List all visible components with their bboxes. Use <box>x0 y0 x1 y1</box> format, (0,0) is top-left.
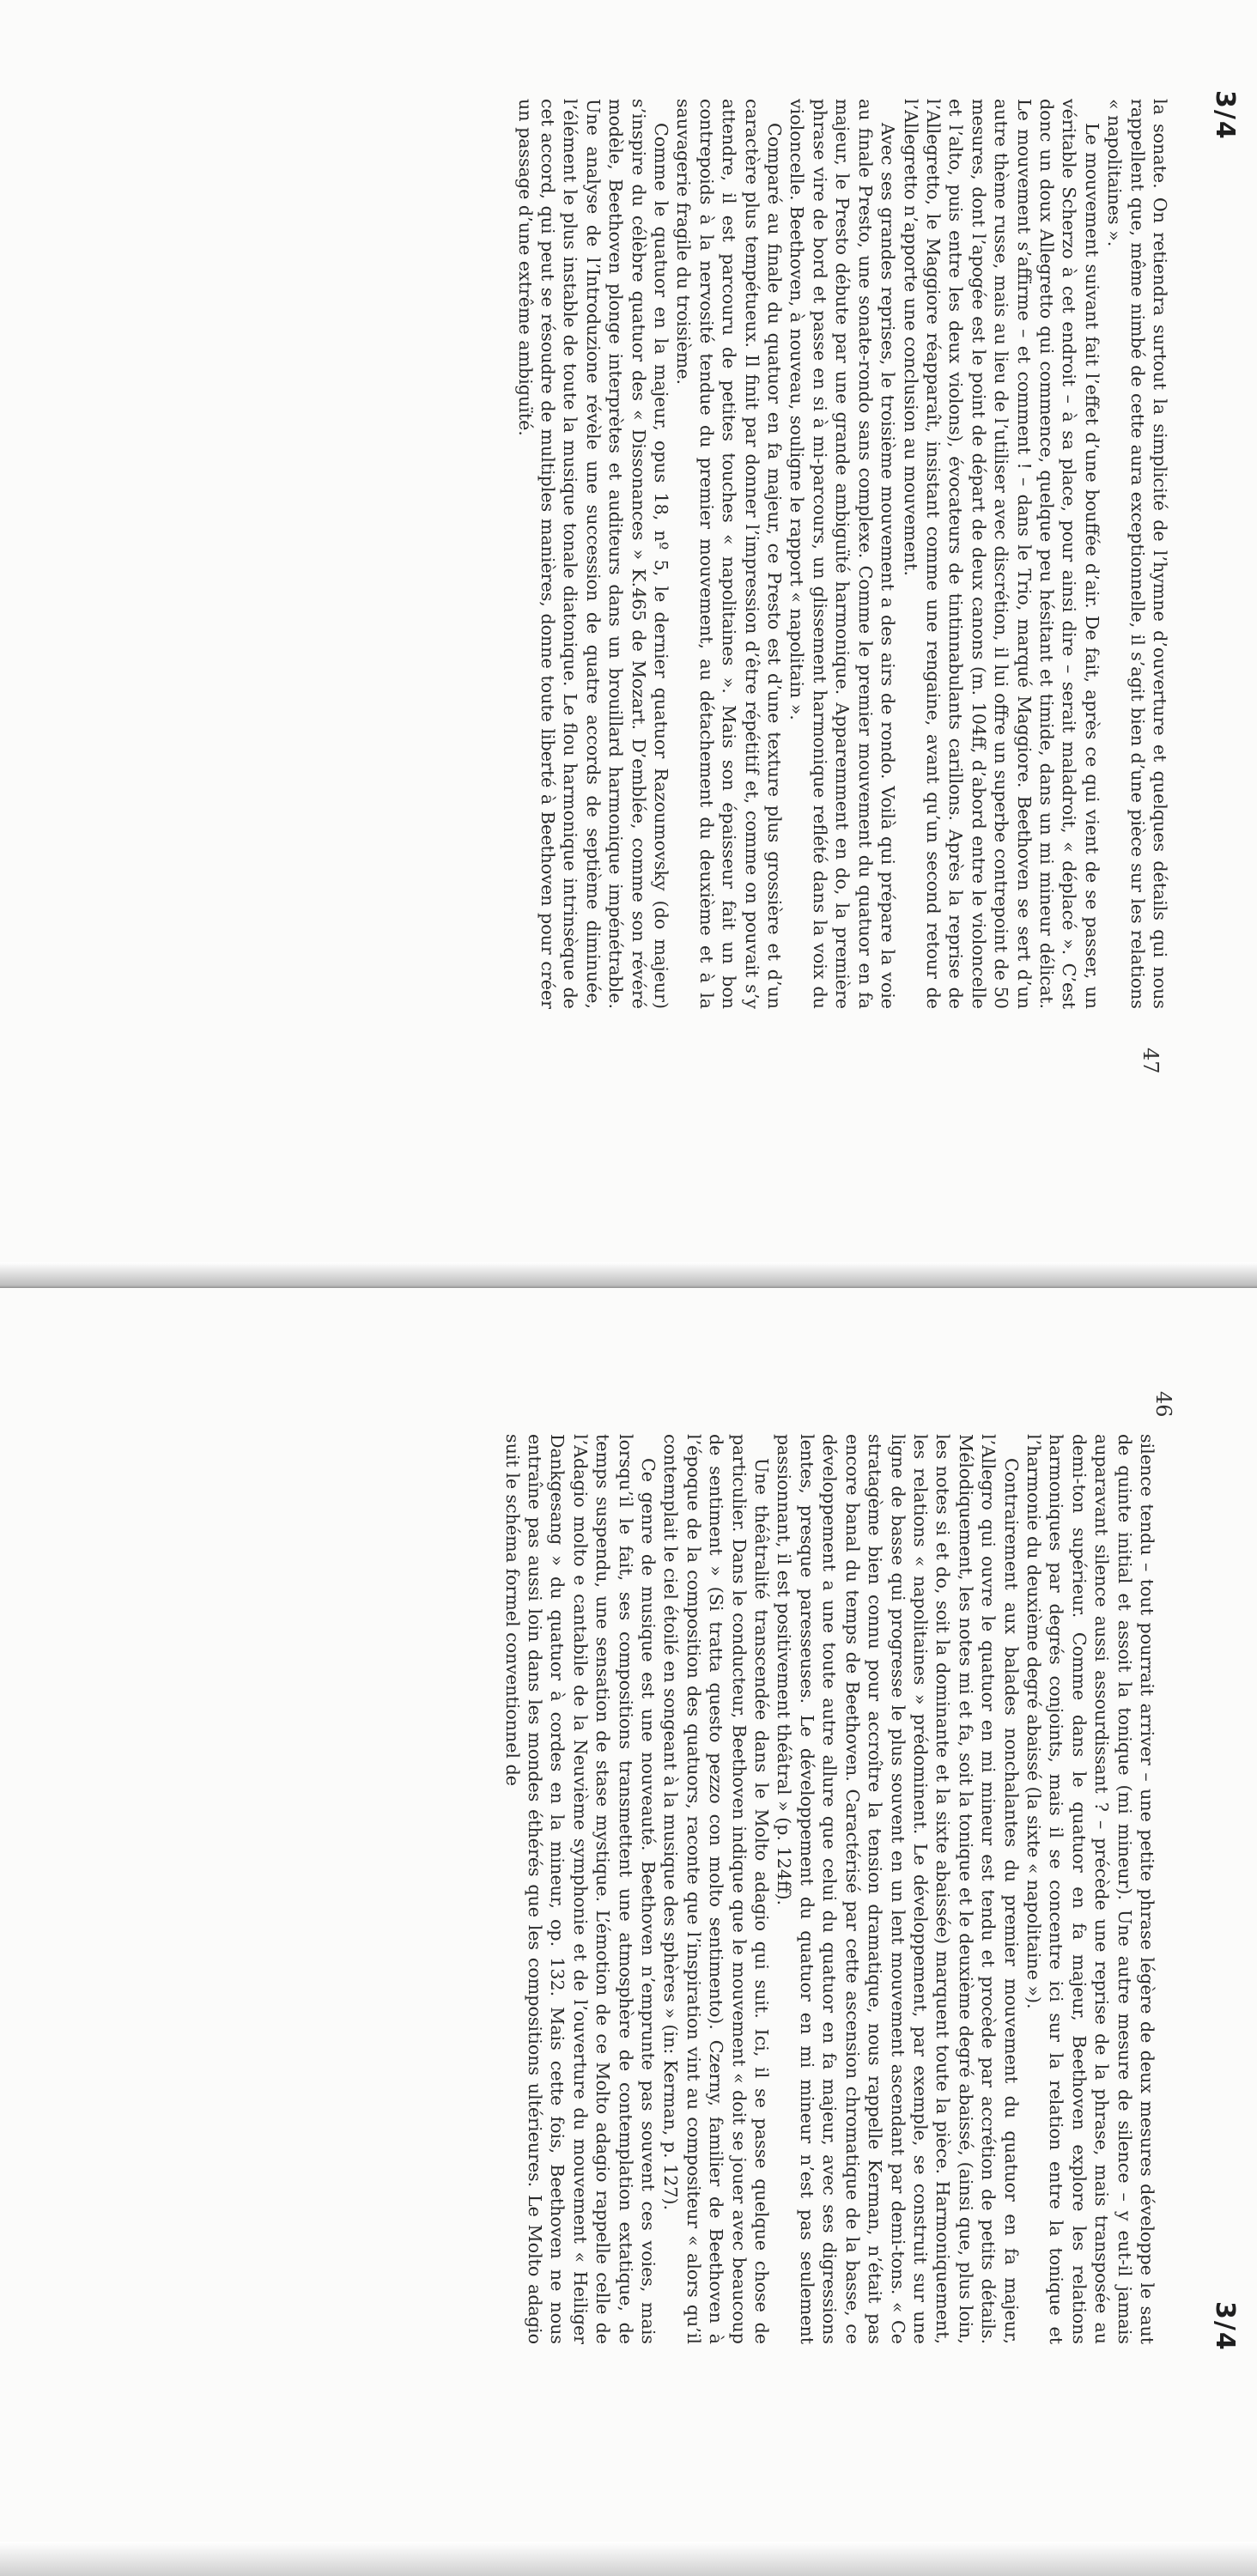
paragraph: Contrairement aux balades nonchalantes du premier mouvement du quatuor en fa majeur, l’Allegro qui ouvre le quatuor en mi mineur est tendu et procède par accrétion de petits détails. Mélodiquement, les notes mi et fa, soit la tonique et le deuxième degré abaissé, (ainsi que, plus loin, les notes si et do, soit la dominante et la sixte abaissée) marquent toute la pièce. Harmoniquement, les relations « napolitaines » prédominent. Le développement, par exemple, se construit sur une ligne de basse qui progresse le plus souvent en un lent mouvement ascendant par demi-tons. « Ce stratagème bien connu pour accroître la tension dramatique, nous rappelle Kerman, n’était pas encore banal du temps de Beethoven. Caractérisé par cette ascension chromatique de la basse, ce développement a une toute autre allure que celui du quatuor en fa majeur, avec ses digressions lentes, presque paresseuses. Le développement du quatuor en mi mineur n’est pas seulement passionnant, il est positivement théâtral » (p. 124ff). <box>774 1434 1022 2344</box>
page-46-rotated-content <box>0 1288 1257 2576</box>
page-47-text <box>513 99 1171 1009</box>
page-number: 46 <box>1151 1391 1175 1418</box>
chapter-mark: 3/4 <box>1210 2301 1240 2352</box>
page-46-text <box>501 1434 1158 2344</box>
page-46 <box>0 1288 1257 2576</box>
page-number: 47 <box>1139 1048 1163 1074</box>
chapter-mark: 3/4 <box>1210 90 1240 141</box>
paragraph: la sonate. On retiendra surtout la simplicité de l’hymne d’ouverture et quelques détails qui nous rappellent que, même nimbé de cette aura exceptionnelle, il s’agit bien d’une pièce sur les relations « napolitaines ». <box>1104 99 1170 1009</box>
paragraph: Comme le quatuor en la majeur, opus 18, nº 5, le dernier quatuor Razoumovsky (do majeur) s’inspire du célèbre quatuor des « Dissonances » K.465 de Mozart. D’emblée, comme son révéré modèle, Beethoven plonge interprètes et auditeurs dans un brouillard harmonique impénétrable. Une analyse de l’Introduzione révèle une succession de quatre accords de septième diminuée, l’élément le plus instable de toute la musique tonale diatonique. Le flou harmonique intrinsèque de cet accord, qui peut se résoudre de multiples manières, donne toute liberté à Beethoven pour créer un passage d’une extrême ambiguïté. <box>514 99 672 1009</box>
paragraph: Ce genre de musique est une nouveauté. Beethoven n’emprunte pas souvent ces voies, mais lorsqu’il le fait, ses compositions transmettent une atmosphère de contemplation extatique, de temps suspendu, une sensation de stase mystique. L’émotion de ce Molto adagio rappelle celle de l’Adagio molto e cantabile de la Neuvième symphonie et de l’ouverture du mouvement « Heiliger Dankgesang » du quatuor à cordes en la mineur, op. 132. Mais cette fois, Beethoven ne nous entraîne pas aussi loin dans les mondes éthérés que les compositions ultérieures. Le Molto adagio suit le schéma formel conventionnel de <box>501 1434 659 2344</box>
paragraph: Le mouvement suivant fait l’effet d’une bouffée d’air. De fait, après ce qui vient de se passer, un véritable Scherzo à cet endroit – à sa place, pour ainsi dire – serait maladroit, « déplacé ». C’est donc un doux Allegretto qui commence, quelque peu hésitant et timide, dans un mi mineur délicat. Le mouvement s’affirme – et comment ! – dans le Trio, marqué Maggiore. Beethoven se sert d’un autre thème russe, mais au lieu de l’utiliser avec discrétion, il lui offre un superbe contrepoint de 50 mesures, dont l’apogée est le point de départ de deux canons (m. 104ff, d’abord entre le violoncelle et l’alto, puis entre les deux violons), évocateurs de tintinnabulants carillons. Après la reprise de l’Allegretto, le Maggiore réapparaît, insistant comme une rengaine, avant qu’un second retour de l’Allegretto n’apporte une conclusion au mouvement. <box>900 99 1102 1009</box>
paragraph: Avec ses grandes reprises, le troisième mouvement a des airs de rondo. Voilà qui prépare la voie au finale Presto, une sonate-rondo sans complexe. Comme le premier mouvement du quatuor en fa majeur, le Presto débute par une grande ambiguïté harmonique. Apparemment en do, la première phrase vire de bord et passe en si à mi-parcours, un glissement harmonique reflété dans la voix du violoncelle. Beethoven, à nouveau, souligne le rapport « napolitain ». <box>786 99 899 1009</box>
scan-edge-bottom <box>0 2542 1257 2576</box>
paragraph: Comparé au finale du quatuor en fa majeur, ce Presto est d’une texture plus grossière et d’un caractère plus tempétueux. Il finit par donner l’impression d’être répétitif et, comme on pouvait s’y attendre, il est parcouru de petites touches « napolitaines ». Mais son épaisseur fait un bon contrepoids à la nervosité tendue du premier mouvement, au détachement du deuxième et à la sauvagerie fragile du troisième. <box>673 99 786 1009</box>
paragraph: Une théâtralité transcendée dans le Molto adagio qui suit. Ici, il se passe quelque chose de particulier. Dans le conducteur, Beethoven indique que le mouvement « doit se jouer avec beaucoup de sentiment » (Si tratta questo pezzo con molto sentimento). Czerny, familier de Beethoven à l’époque de la composition des quatuors, raconte que l’inspiration vint au compositeur « alors qu’il contemplait le ciel étoilé en songeant à la musique des sphères » (in: Kerman, p. 127). <box>660 1434 773 2344</box>
paragraph: silence tendu – tout pourrait arriver – une petite phrase légère de deux mesures développe le saut de quinte initial et assoit la tonique (mi mineur). Une autre mesure de silence – y eut-il jamais auparavant silence aussi assourdissant ? – précède une reprise de la phrase, mais transposée au demi-ton supérieur. Comme dans le quatuor en fa majeur, Beethoven explore les relations harmoniques par degrés conjoints, mais il se concentre ici sur la relation entre la tonique et l’harmonie du deuxième degré abaissé (la sixte « napolitaine »). <box>1023 1434 1157 2344</box>
